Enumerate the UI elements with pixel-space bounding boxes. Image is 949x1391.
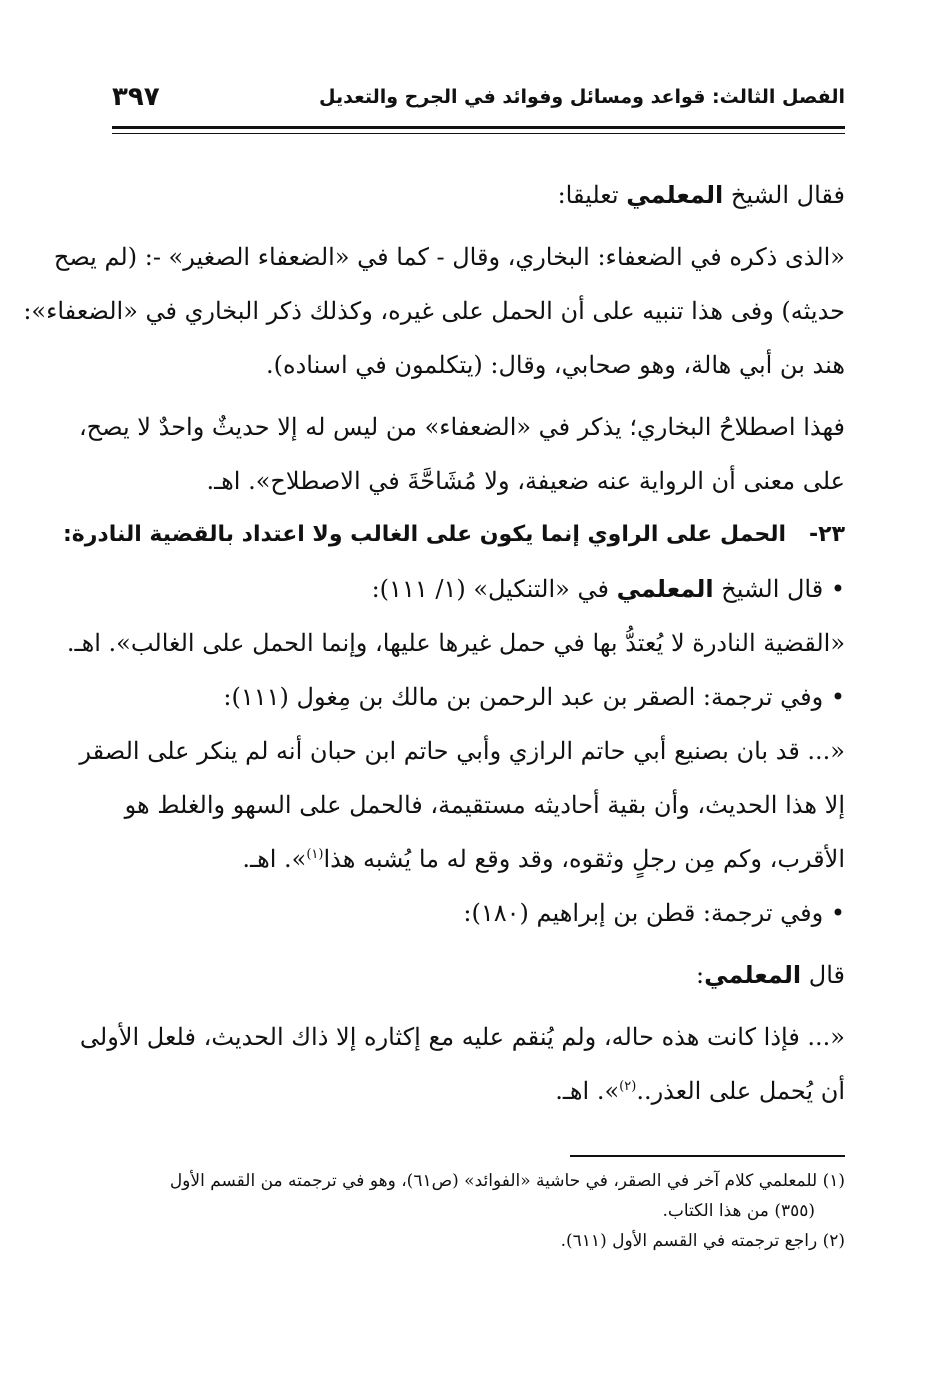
text-line: الأقرب، وكم مِن رجلٍ وثقوه، وقد وقع له ما يُشبه هذا$^{(١)}$». اهـ. [242, 845, 845, 873]
bullet-icon: • [830, 575, 845, 603]
text-line: على معنى أن الرواية عنه ضعيفة، ولا مُشَاحَّةَ في الاصطلاح». اهـ. [206, 467, 845, 495]
paragraph-intro: فقال الشيخ المعلمي تعليقا: [557, 181, 845, 209]
running-header [112, 82, 845, 122]
bullet-item: • قال الشيخ المعلمي في «التنكيل» (١/ ١١١): [371, 575, 845, 603]
text-line: إلا هذا الحديث، وأن بقية أحاديثه مستقيمة، فالحمل على السهو والغلط هو [124, 791, 845, 819]
text-line: فهذا اصطلاحُ البخاري؛ يذكر في «الضعفاء» من ليس له إلا حديثٌ واحدٌ لا يصح، [78, 413, 845, 441]
header-rule-thick [112, 126, 845, 129]
main-text [23, 168, 845, 1118]
section-title: الحمل على الراوي إنما يكون على الغالب ولا اعتداد بالقضية النادرة: [62, 522, 787, 547]
footnotes [108, 1166, 845, 1256]
quote-paragraph-4 [79, 1010, 845, 1118]
paragraph-intro: قال المعلمي: [696, 961, 845, 989]
text-line: «الذى ذكره في الضعفاء: البخاري، وقال - كما في «الضعفاء الصغير» -: (لم يصح [53, 243, 845, 271]
chapter-title: الفصل الثالث: قواعد ومسائل وفوائد في الجرح والتعديل [319, 86, 845, 108]
header-rule-thin [112, 133, 845, 134]
page-number: ٣٩٧ [112, 82, 160, 112]
quote-line: «القضية النادرة لا يُعتدُّ بها في حمل غيرها عليها، وإنما الحمل على الغالب». اهـ. [66, 629, 845, 657]
bullet-item: • وفي ترجمة: قطن بن إبراهيم (١٨٠): [463, 899, 845, 927]
text-line: «... قد بان بصنيع أبي حاتم الرازي وأبي حاتم ابن حبان أنه لم ينكر على الصقر [79, 737, 845, 765]
section-number: ٢٣- [809, 522, 845, 547]
author-name: المعلمي [704, 961, 802, 989]
footnote-ref[interactable]: (٢) [619, 1079, 637, 1094]
author-name: المعلمي [616, 575, 714, 603]
quote-paragraph-1 [23, 230, 845, 392]
text-line: «... فإذا كانت هذه حاله، ولم يُنقم عليه مع إكثاره إلا ذاك الحديث، فلعل الأولى [79, 1023, 845, 1051]
footnote-line: (٢) راجع ترجمته في القسم الأول (٦١١). [560, 1231, 845, 1251]
footnote-divider [570, 1155, 845, 1157]
text-line: أن يُحمل على العذر..$^{(٢)}$». اهـ. [555, 1077, 845, 1105]
text-line: حديثه) وفى هذا تنبيه على أن الحمل على غيره، وكذلك ذكر البخاري في «الضعفاء»: [23, 297, 845, 325]
footnote-line: (٣٥٥) من هذا الكتاب. [662, 1201, 815, 1221]
quote-paragraph-2 [78, 400, 845, 508]
footnote-line: (١) للمعلمي كلام آخر في الصقر، في حاشية «الفوائد» (ص٦١)، وهو في ترجمته من القسم الأول [169, 1171, 845, 1191]
bullet-item: • وفي ترجمة: الصقر بن عبد الرحمن بن مالك بن مِغول (١١١): [223, 683, 845, 711]
author-name: المعلمي [626, 181, 724, 209]
quote-paragraph-3 [79, 724, 845, 886]
footnote-ref[interactable]: (١) [306, 847, 324, 862]
section-heading [62, 508, 845, 562]
text-line: هند بن أبي هالة، وهو صحابي، وقال: (يتكلمون في اسناده). [266, 351, 845, 379]
